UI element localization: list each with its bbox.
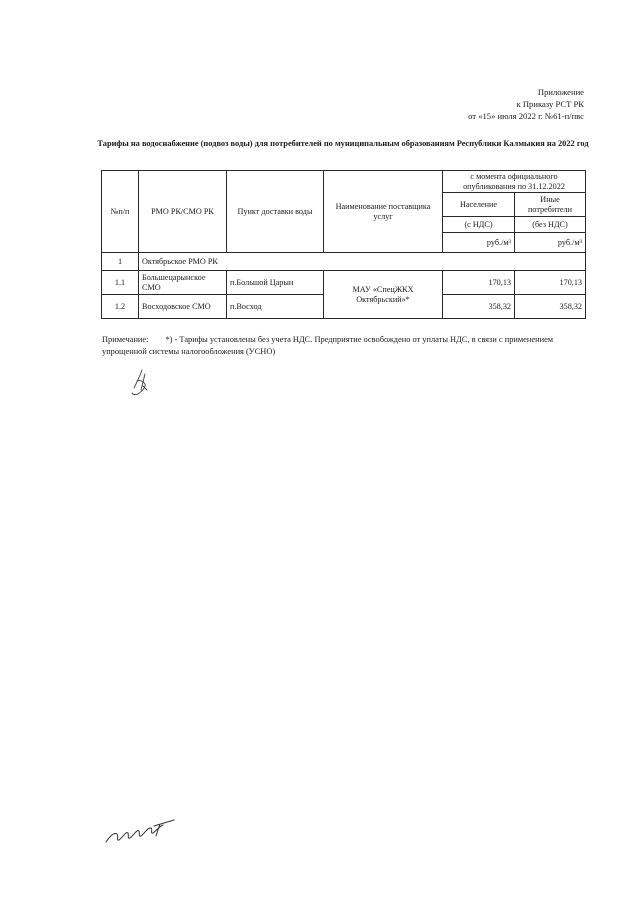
- signature-icon: [128, 368, 154, 403]
- row-other-tariff: 170,13: [515, 271, 586, 295]
- row-population-tariff: 358,32: [443, 295, 515, 319]
- table-row: [102, 271, 586, 295]
- appendix-line-1: Приложение: [537, 87, 584, 97]
- document-title: Тарифы на водоснабжение (подвоз воды) для потребителей по муниципальным образованиям Республики Калмыкия на 2022 год: [97, 139, 589, 148]
- row-num: 1.1: [102, 271, 139, 295]
- row-delivery-point: п.Большой Царын: [227, 271, 324, 295]
- header-supplier: Наименование поставщика услуг: [324, 171, 443, 253]
- row-delivery-point: п.Восход: [227, 295, 324, 319]
- header-without-vat: (без НДС): [515, 217, 586, 233]
- header-with-vat: (с НДС): [443, 217, 515, 233]
- appendix-header: [468, 86, 584, 123]
- footnote: [102, 334, 592, 357]
- footnote-text: *) - Тарифы установлены без учета НДС. Предприятие освобождено от уплаты НДС, в связи с применением упрощенной системы налогообложения (УСНО): [102, 335, 554, 356]
- header-unit-population: руб./м³: [443, 233, 515, 253]
- group-num: 1: [102, 253, 139, 271]
- header-unit-other: руб./м³: [515, 233, 586, 253]
- header-other-consumers: Иные потребители: [515, 193, 586, 217]
- footnote-label: Примечание:: [102, 335, 149, 344]
- header-municipality: РМО РК/СМО РК: [139, 171, 227, 253]
- appendix-line-3: от «15» июля 2022 г. №61-п/пвс: [468, 111, 584, 122]
- header-period: с момента официального опубликования по 31.12.2022: [443, 171, 586, 193]
- row-municipality: Большецарынское СМО: [139, 271, 227, 295]
- header-population: Население: [443, 193, 515, 217]
- header-num: №п/п: [102, 171, 139, 253]
- row-municipality: Восходовское СМО: [139, 295, 227, 319]
- row-population-tariff: 170,13: [443, 271, 515, 295]
- group-name: Октябрьское РМО РК: [139, 253, 586, 271]
- appendix-line-2: к Приказу РСТ РК: [516, 99, 584, 110]
- row-supplier: МАУ «СпецЖКХ Октябрьский»*: [324, 271, 443, 319]
- row-num: 1.2: [102, 295, 139, 319]
- tariff-table: [101, 170, 586, 319]
- signature-icon: [104, 816, 176, 851]
- header-delivery-point: Пункт доставки воды: [227, 171, 324, 253]
- row-other-tariff: 358,32: [515, 295, 586, 319]
- table-row-group: [102, 253, 586, 271]
